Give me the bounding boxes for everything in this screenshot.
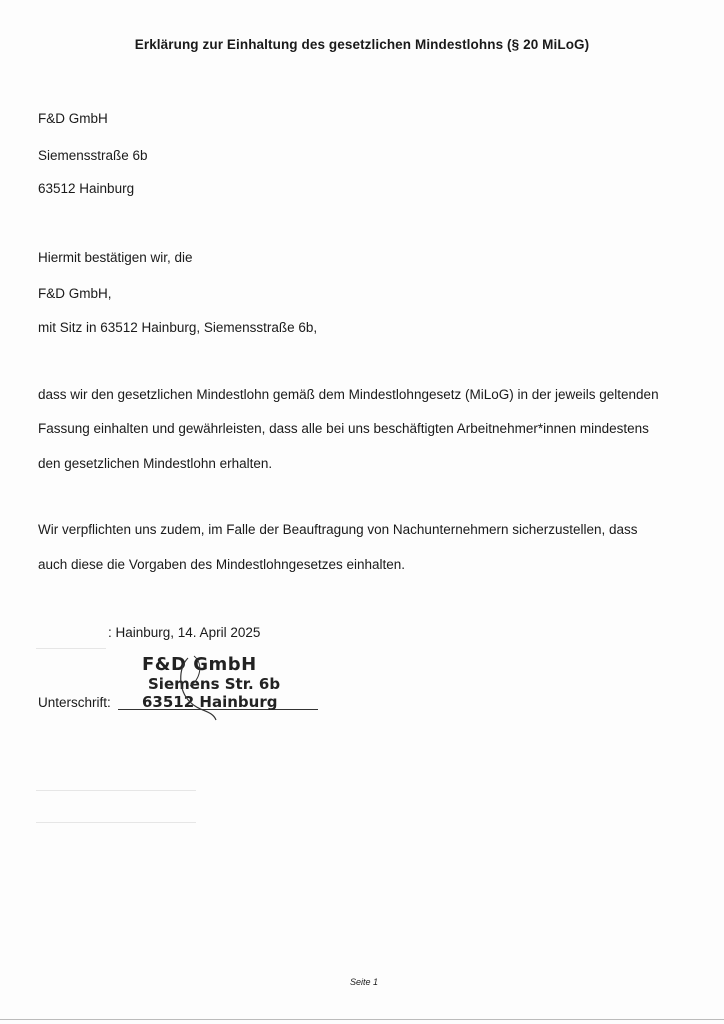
intro-line-2: F&D GmbH, [38,286,112,301]
signature-scribble [160,650,230,725]
paragraph2-line-1: Wir verpflichten uns zudem, im Falle der Beauftragung von Nachunternehmern sicherzustellen, dass [38,522,638,537]
bottom-edge [0,1019,724,1020]
address-company: F&D GmbH [38,111,108,126]
intro-line-1: Hiermit bestätigen wir, die [38,250,193,265]
stamp-company: F&D GmbH [142,654,257,675]
paragraph2-line-2: auch diese die Vorgaben des Mindestlohngesetzes einhalten. [38,557,406,572]
faint-rule-1 [36,790,196,791]
signature-label: Unterschrift: [38,695,111,710]
page-number: Seite 1 [350,977,379,987]
paragraph1-line-2: Fassung einhalten und gewährleisten, dass alle bei uns beschäftigten Arbeitnehmer*innen mindestens [38,421,649,436]
redacted-placeholder-line [36,648,106,649]
intro-line-3: mit Sitz in 63512 Hainburg, Siemensstraße 6b, [38,320,318,335]
paragraph1-line-3: den gesetzlichen Mindestlohn erhalten. [38,456,273,471]
address-city: 63512 Hainburg [38,181,135,196]
document-title: Erklärung zur Einhaltung des gesetzlichen Mindestlohns (§ 20 MiLoG) [134,37,590,52]
place-date: : Hainburg, 14. April 2025 [108,625,261,640]
stamp-street: Siemens Str. 6b [148,675,281,693]
faint-rule-2 [36,822,196,823]
address-street: Siemensstraße 6b [38,148,148,163]
paragraph1-line-1: dass wir den gesetzlichen Mindestlohn gemäß dem Mindestlohngesetz (MiLoG) in der jeweils geltenden [38,387,659,402]
stamp-city: 63512 Hainburg [142,693,278,711]
